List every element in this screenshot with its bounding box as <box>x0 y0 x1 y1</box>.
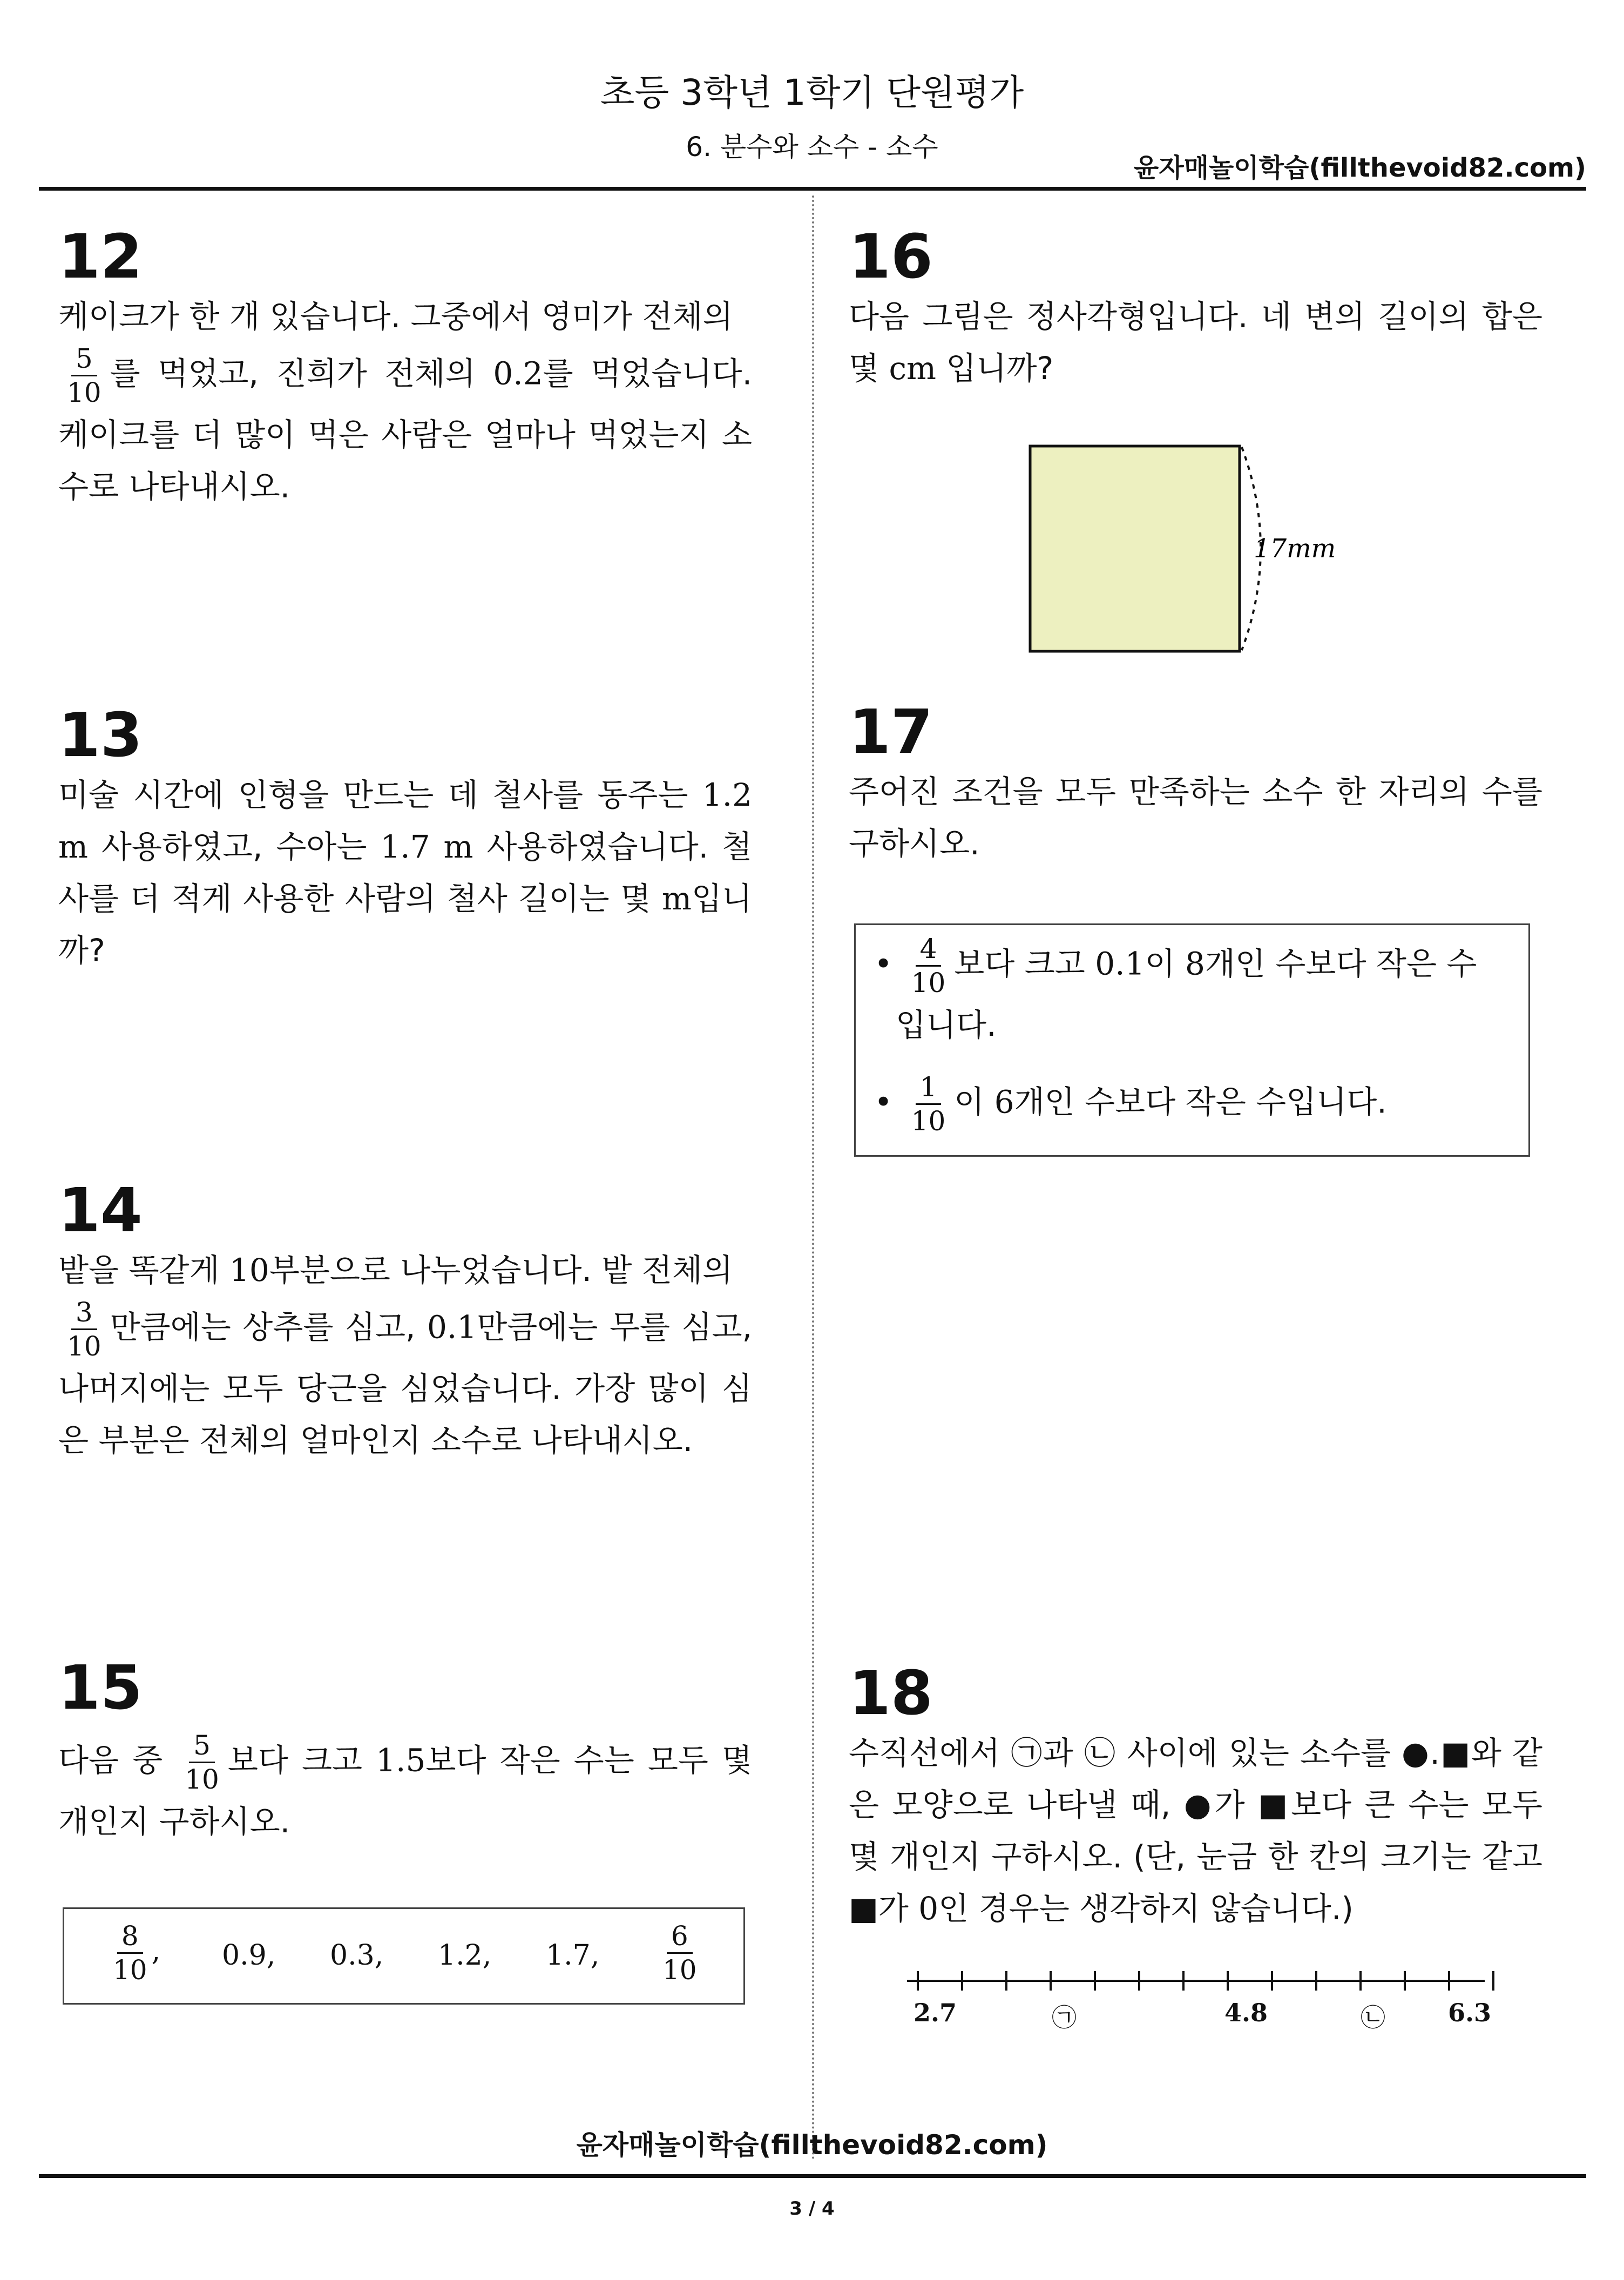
column-divider <box>812 195 814 2161</box>
condition-box <box>854 923 1530 1157</box>
choice-item: 1.2, <box>438 1939 492 1972</box>
page-title: 초등 3학년 1학기 단원평가 <box>600 72 1024 113</box>
page-number: 3 / 4 <box>789 2198 835 2220</box>
question-15 <box>58 1653 752 1847</box>
question-number: 18 <box>849 1658 933 1729</box>
footer-rule <box>39 2174 1586 2178</box>
question-text: 다음 그림은 정사각형입니다. 네 변의 길이의 합은 몇 cm 입니까? <box>849 298 1542 387</box>
brand-header: 윤자매놀이학습(fillthevoid82.com) <box>1133 153 1586 183</box>
tick-label-b: ㉡ <box>1361 2003 1385 2032</box>
question-text: 밭을 똑같게 10부분으로 나누었습니다. 밭 전체의 $\frac{3}{10}$ 만큼에는 상추를 심고, 0.1만큼에는 무를 심고, 나머지에는 모두 당근을 심었습니다. 가장 많이 심은 부분은 전체의 얼마인지 소수로 나타내시오. <box>58 1252 752 1459</box>
fraction: $\frac{3}{10}$ <box>67 1297 102 1362</box>
choice-item: 0.9, <box>222 1939 276 1972</box>
question-text: 다음 중 $\frac{5}{10}$ 보다 크고 1.5보다 작은 수는 모두 몇 개인지 구하시오. <box>58 1730 752 1840</box>
condition-2: • $\frac{1}{10}$ 이 6개인 수보다 작은 수입니다. <box>874 1071 1387 1137</box>
square <box>1030 446 1240 651</box>
condition-1: • $\frac{4}{10}$ 보다 크고 0.1이 8개인 수보다 작은 수 입니다. <box>874 933 1477 1043</box>
question-number: 13 <box>58 700 143 771</box>
question-number: 17 <box>849 697 933 767</box>
question-16 <box>849 222 1542 394</box>
question-number: 12 <box>58 222 143 292</box>
tick-label-end: 6.3 <box>1448 1998 1492 2027</box>
question-12 <box>58 222 753 512</box>
header-rule <box>39 187 1586 191</box>
question-number: 16 <box>849 222 933 292</box>
choice-fraction: $\frac{6}{10}$ <box>662 1920 697 1986</box>
question-text: 수직선에서 ㉠과 ㉡ 사이에 있는 소수를 ●.■와 같은 모양으로 나타낼 때, ●가 ■보다 큰 수는 모두 몇 개인지 구하시오. (단, 눈금 한 칸의 크기는 같고 ■가 0인 경우는 생각하지 않습니다.) <box>849 1735 1542 1927</box>
square-figure <box>1026 437 1361 664</box>
tick-label-a: ㉠ <box>1052 2003 1077 2032</box>
side-length-label: 17mm <box>1254 534 1336 564</box>
question-13 <box>58 700 752 976</box>
question-14 <box>58 1176 752 1466</box>
question-text: 주어진 조건을 모두 만족하는 소수 한 자리의 수를 구하시오. <box>849 773 1542 862</box>
question-text: 미술 시간에 인형을 만드는 데 철사를 동주는 1.2 m 사용하였고, 수아는 1.7 m 사용하였습니다. 철사를 더 적게 사용한 사람의 철사 길이는 몇 m입니까? <box>58 777 752 969</box>
number-line <box>896 1955 1512 1998</box>
question-17 <box>849 697 1542 869</box>
fraction: $\frac{5}{10}$ <box>185 1730 219 1795</box>
brand-footer: 윤자매놀이학습(fillthevoid82.com) <box>576 2129 1048 2161</box>
fraction: $\frac{5}{10}$ <box>67 343 102 408</box>
choice-box <box>63 1907 745 2005</box>
choice-fraction: $\frac{8}{10}$ , <box>113 1920 161 1986</box>
page-subtitle: 6. 분수와 소수 - 소수 <box>686 131 938 163</box>
question-text: 케이크가 한 개 있습니다. 그중에서 영미가 전체의 $\frac{5}{10}$ 를 먹었고, 진희가 전체의 0.2를 먹었습니다. 케이크를 더 많이 먹은 사람은 얼마나 먹었는지 소수로 나타내시오. <box>58 298 753 505</box>
choice-item: 0.3, <box>330 1939 384 1972</box>
choice-item: 1.7, <box>546 1939 600 1972</box>
tick-label-mid: 4.8 <box>1224 1998 1268 2027</box>
question-number: 15 <box>58 1653 143 1723</box>
question-number: 14 <box>58 1176 143 1246</box>
question-18 <box>849 1658 1542 1934</box>
tick-label-start: 2.7 <box>914 1998 957 2027</box>
